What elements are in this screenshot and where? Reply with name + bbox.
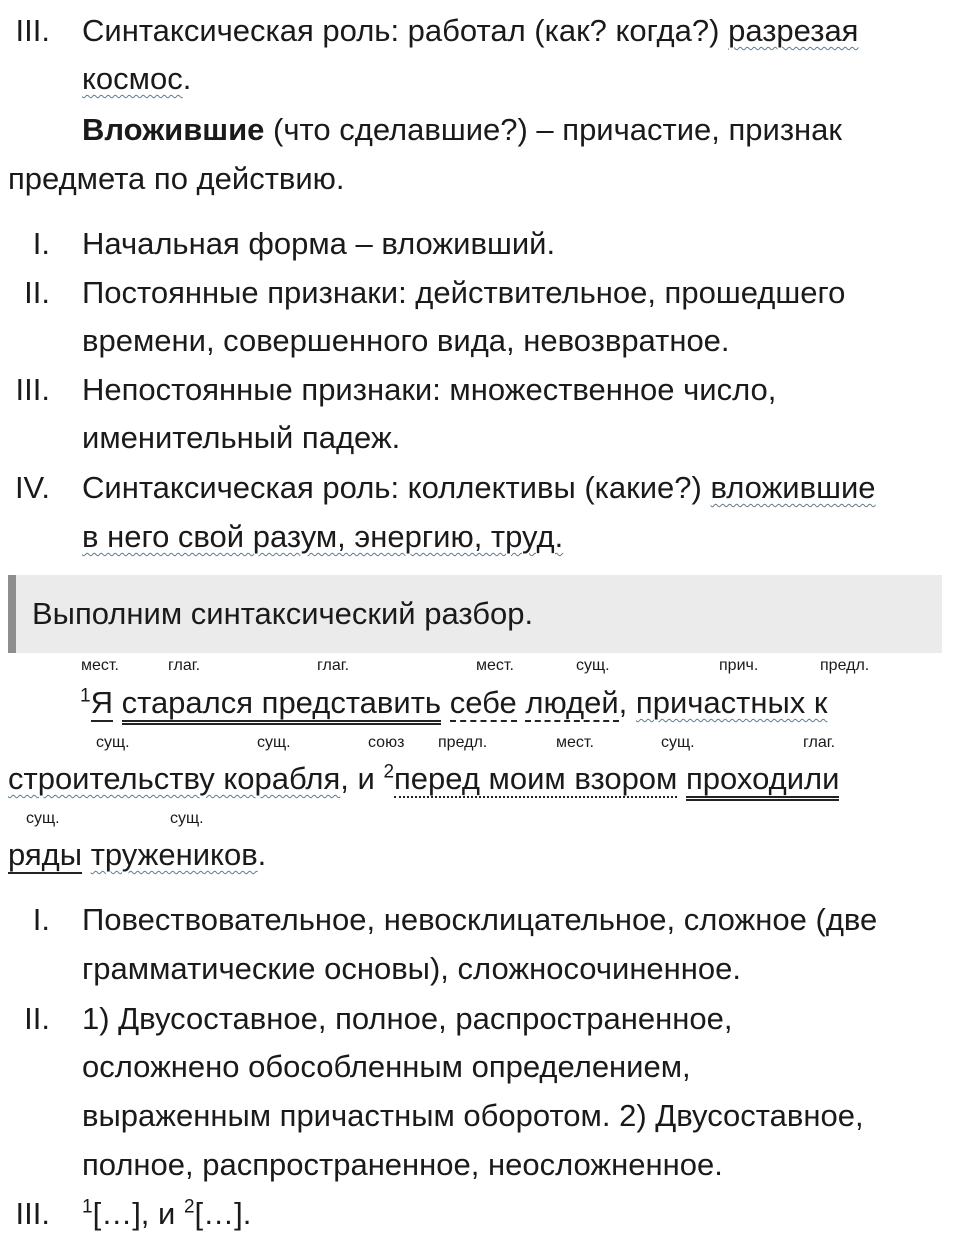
pos-label: предл. — [438, 734, 488, 751]
list-number: III. — [15, 13, 50, 48]
text: […]. — [194, 1196, 252, 1231]
text-underlined: вложившие — [710, 470, 876, 505]
attribute: причастных к — [635, 685, 828, 720]
text: Синтаксическая роль: работал (как? когда?) — [82, 13, 720, 48]
list-item-line: Повествовательное, невосклицательное, сложное (две — [82, 902, 878, 937]
pos-label: глаг. — [168, 657, 201, 674]
adverbial: перед моим взором — [394, 761, 678, 796]
list-item-line: полное, распространенное, неосложненное. — [82, 1147, 723, 1182]
text-underlined: космос — [82, 61, 183, 96]
list-number: I. — [32, 226, 50, 261]
list-item-line — [82, 1195, 251, 1232]
text: . — [257, 837, 267, 872]
list-item-line: Непостоянные признаки: множественное число, — [82, 372, 777, 407]
list-item-line: Постоянные признаки: действительное, прошедшего — [82, 275, 846, 310]
pos-label: сущ. — [661, 734, 695, 751]
pos-label: мест. — [556, 734, 594, 751]
object: себе — [449, 685, 517, 720]
paragraph-line — [82, 12, 858, 49]
section-banner — [8, 575, 942, 653]
text: , — [618, 685, 628, 720]
text: , и — [340, 761, 384, 796]
paragraph-line — [82, 60, 191, 97]
banner-title: Выполним синтаксический разбор. — [32, 596, 534, 631]
pos-label: союз — [368, 734, 405, 751]
pos-label: сущ. — [257, 734, 291, 751]
bold-word: Вложившие — [82, 112, 265, 147]
text: (что сделавшие?) – причастие, признак — [264, 112, 842, 147]
list-item-line: времени, совершенного вида, невозвратное. — [82, 323, 730, 358]
sentence-line — [8, 836, 266, 873]
list-number: I. — [32, 902, 50, 937]
pos-label: сущ. — [26, 810, 60, 827]
clause-index: 2 — [183, 1196, 195, 1218]
text: […], и — [92, 1196, 184, 1231]
list-number: III. — [15, 372, 50, 407]
list-number: III. — [15, 1196, 50, 1231]
pos-label: сущ. — [170, 810, 204, 827]
predicate: старался представить — [122, 685, 441, 725]
list-item-line: именительный падеж. — [82, 420, 401, 455]
list-item-line: грамматические основы), сложносочиненное. — [82, 951, 742, 986]
list-number: II. — [24, 1001, 50, 1036]
list-item-line: 1) Двусоставное, полное, распространенное, — [82, 1001, 733, 1036]
pos-label: мест. — [81, 657, 119, 674]
subject: Я — [90, 685, 113, 720]
paragraph-line: предмета по действию. — [8, 161, 345, 196]
clause-index: 2 — [383, 761, 395, 783]
pos-label: предл. — [820, 657, 870, 674]
pos-label: сущ. — [96, 734, 130, 751]
text-underlined: в него свой разум, энергию, труд. — [82, 519, 564, 554]
pos-label: глаг. — [803, 734, 836, 751]
paragraph-line — [82, 111, 842, 148]
list-item-line: выраженным причастным оборотом. 2) Двусоставное, — [82, 1098, 864, 1133]
list-item-line — [82, 518, 563, 555]
text: . — [182, 61, 192, 96]
list-item-line — [82, 469, 876, 506]
list-item-line: Начальная форма – вложивший. — [82, 226, 556, 261]
sentence-line — [8, 760, 839, 797]
sentence-line — [80, 684, 827, 721]
pos-label: мест. — [476, 657, 514, 674]
list-item-line: осложнено обособленным определением, — [82, 1049, 691, 1084]
text-underlined: разрезая — [728, 13, 859, 48]
list-number: II. — [24, 275, 50, 310]
predicate: проходили — [686, 761, 839, 801]
object: людей — [525, 685, 619, 720]
pos-label: сущ. — [576, 657, 610, 674]
clause-index: 1 — [82, 1196, 93, 1218]
list-number: IV. — [14, 470, 50, 505]
attribute: строительству корабля — [8, 761, 341, 796]
text: Синтаксическая роль: коллективы (какие?) — [82, 470, 702, 505]
pos-label: глаг. — [317, 657, 350, 674]
subject: ряды — [8, 837, 83, 872]
pos-label: прич. — [719, 657, 759, 674]
clause-index: 1 — [80, 685, 91, 707]
attribute: тружеников — [90, 837, 258, 872]
